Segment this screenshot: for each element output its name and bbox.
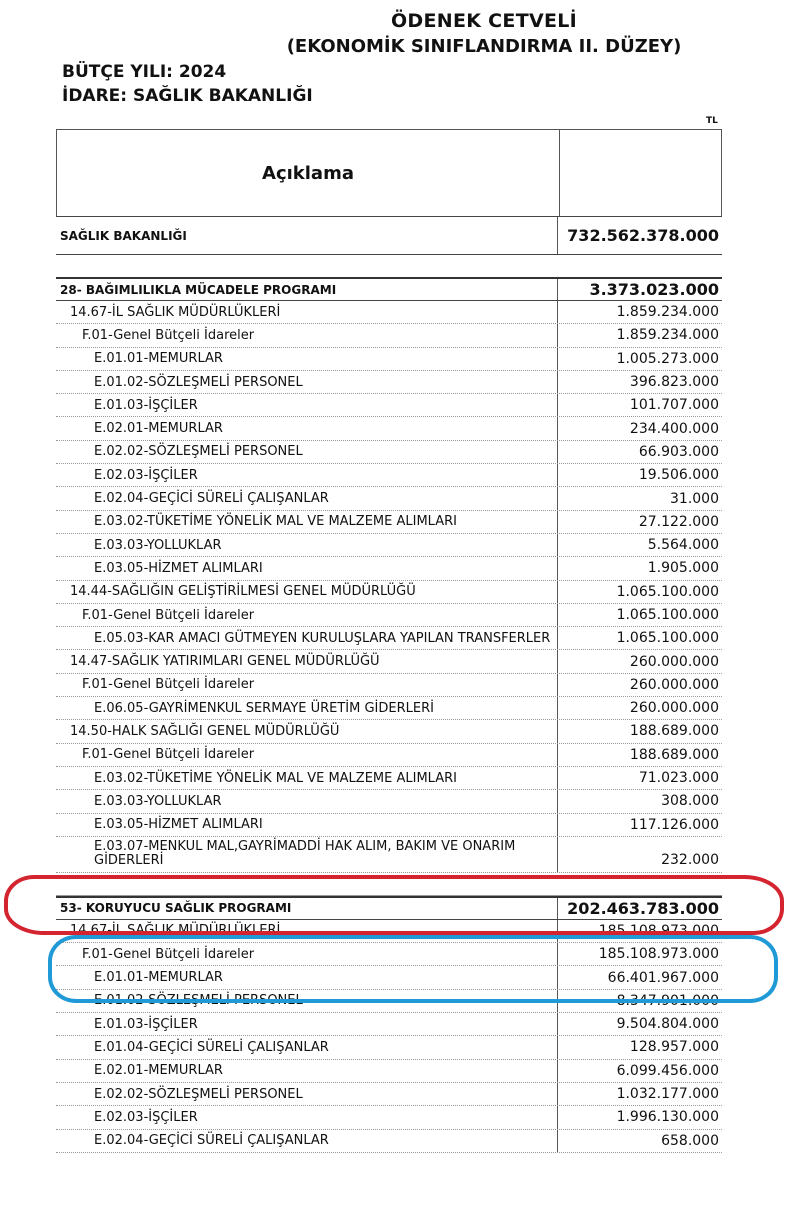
row-value: 71.023.000 <box>638 770 719 787</box>
row-label: 53- KORUYUCU SAĞLIK PROGRAMI <box>56 898 558 919</box>
row-value: 66.903.000 <box>638 443 719 460</box>
row-label: E.02.04-GEÇİCİ SÜRELİ ÇALIŞANLAR <box>56 1130 558 1152</box>
row-value: 8.347.901.000 <box>616 992 719 1009</box>
row-value: 1.859.234.000 <box>616 327 719 344</box>
table-row <box>56 534 722 557</box>
row-value: 260.000.000 <box>629 700 719 717</box>
table-row <box>56 1060 722 1083</box>
row-label: E.03.05-HİZMET ALIMLARI <box>56 557 558 579</box>
row-label: 14.47-SAĞLIK YATIRIMLARI GENEL MÜDÜRLÜĞÜ <box>56 650 558 672</box>
table-row <box>56 674 722 697</box>
table-row <box>56 720 722 743</box>
table-row <box>56 837 722 873</box>
row-value: 6.099.456.000 <box>616 1062 719 1079</box>
table-row <box>56 814 722 837</box>
table-row <box>56 697 722 720</box>
row-label: E.03.05-HİZMET ALIMLARI <box>56 814 558 836</box>
row-value: 188.689.000 <box>629 746 719 763</box>
row-label: F.01-Genel Bütçeli İdareler <box>56 674 558 696</box>
row-label: E.01.02-SÖZLEŞMELİ PERSONEL <box>56 990 558 1012</box>
row-value: 202.463.783.000 <box>567 898 719 918</box>
row-label: E.01.04-GEÇİCİ SÜRELİ ÇALIŞANLAR <box>56 1036 558 1058</box>
program-28-rows <box>56 301 722 873</box>
row-value: 117.126.000 <box>629 816 719 833</box>
table-row <box>56 790 722 813</box>
row-value: 5.564.000 <box>647 537 719 554</box>
row-label: E.02.01-MEMURLAR <box>56 1060 558 1082</box>
row-value: 232.000 <box>661 851 719 868</box>
row-value: 101.707.000 <box>629 397 719 414</box>
row-label: E.01.01-MEMURLAR <box>56 966 558 988</box>
column-header-description: Açıklama <box>57 130 560 216</box>
row-value: 188.689.000 <box>629 723 719 740</box>
row-label: E.02.01-MEMURLAR <box>56 417 558 439</box>
spacer <box>56 255 722 277</box>
administration: İDARE: SAĞLIK BAKANLIĞI <box>62 86 313 106</box>
row-value: 260.000.000 <box>629 676 719 693</box>
row-value: 128.957.000 <box>629 1039 719 1056</box>
currency-unit: TL <box>706 116 718 126</box>
table-row <box>56 1036 722 1059</box>
table-row <box>56 441 722 464</box>
row-label: F.01-Genel Bütçeli İdareler <box>56 604 558 626</box>
row-label: E.03.02-TÜKETİME YÖNELİK MAL VE MALZEME ALIMLARI <box>56 511 558 533</box>
row-value: 1.996.130.000 <box>616 1109 719 1126</box>
table-row <box>56 581 722 604</box>
table-row <box>56 604 722 627</box>
table-row <box>56 464 722 487</box>
table-row <box>56 744 722 767</box>
table-row <box>56 371 722 394</box>
table-row <box>56 650 722 673</box>
budget-year: BÜTÇE YILI: 2024 <box>62 62 227 82</box>
table-row <box>56 627 722 650</box>
row-value: 27.122.000 <box>638 513 719 530</box>
table-row <box>56 394 722 417</box>
row-value: 19.506.000 <box>638 467 719 484</box>
row-label: E.03.03-YOLLUKLAR <box>56 790 558 812</box>
row-label: E.02.02-SÖZLEŞMELİ PERSONEL <box>56 441 558 463</box>
row-label: SAĞLIK BAKANLIĞI <box>56 217 558 254</box>
table-row <box>56 487 722 510</box>
row-label: F.01-Genel Bütçeli İdareler <box>56 744 558 766</box>
row-value: 1.005.273.000 <box>616 350 719 367</box>
row-label: E.03.07-MENKUL MAL,GAYRİMADDİ HAK ALIM, BAKIM VE ONARIM GİDERLERİ <box>56 837 558 872</box>
document-subtitle: (EKONOMİK SINIFLANDIRMA II. DÜZEY) <box>286 36 682 57</box>
row-label: 14.44-SAĞLIĞIN GELİŞTİRİLMESİ GENEL MÜDÜRLÜĞÜ <box>56 581 558 603</box>
row-value: 1.905.000 <box>647 560 719 577</box>
row-label: E.01.01-MEMURLAR <box>56 348 558 370</box>
row-label: E.06.05-GAYRİMENKUL SERMAYE ÜRETİM GİDERLERİ <box>56 697 558 719</box>
row-label: 28- BAĞIMLILIKLA MÜCADELE PROGRAMI <box>56 279 558 300</box>
table-row <box>56 511 722 534</box>
row-value: 234.400.000 <box>629 420 719 437</box>
row-label: E.01.03-İŞÇİLER <box>56 1013 558 1035</box>
row-value: 3.373.023.000 <box>589 280 719 299</box>
row-label: E.03.03-YOLLUKLAR <box>56 534 558 556</box>
row-label: E.02.03-İŞÇİLER <box>56 464 558 486</box>
row-label: E.02.02-SÖZLEŞMELİ PERSONEL <box>56 1083 558 1105</box>
row-value: 1.032.177.000 <box>616 1086 719 1103</box>
row-label: E.03.02-TÜKETİME YÖNELİK MAL VE MALZEME ALIMLARI <box>56 767 558 789</box>
row-value: 260.000.000 <box>629 653 719 670</box>
row-label: E.05.03-KAR AMACI GÜTMEYEN KURULUŞLARA YAPILAN TRANSFERLER <box>56 627 558 649</box>
row-value: 66.401.967.000 <box>607 969 719 986</box>
table-row <box>56 1083 722 1106</box>
table-row <box>56 417 722 440</box>
row-value: 185.108.973.000 <box>598 946 719 963</box>
row-value: 308.000 <box>661 793 719 810</box>
row-label: 14.50-HALK SAĞLIĞI GENEL MÜDÜRLÜĞÜ <box>56 720 558 742</box>
row-value: 9.504.804.000 <box>616 1016 719 1033</box>
row-value: 396.823.000 <box>629 374 719 391</box>
row-value: 658.000 <box>661 1132 719 1149</box>
row-value: 1.859.234.000 <box>616 304 719 321</box>
row-label: E.02.04-GEÇİCİ SÜRELİ ÇALIŞANLAR <box>56 487 558 509</box>
ministry-total-row <box>56 217 722 255</box>
row-value: 1.065.100.000 <box>616 583 719 600</box>
row-label: 14.67-İL SAĞLIK MÜDÜRLÜKLERİ <box>56 920 558 942</box>
row-value: 185.108.973.000 <box>598 922 719 939</box>
row-label: E.01.03-İŞÇİLER <box>56 394 558 416</box>
red-highlight-annotation <box>4 875 784 935</box>
column-header-amount <box>560 130 721 216</box>
table-row <box>56 348 722 371</box>
table-row <box>56 1106 722 1129</box>
table-row <box>56 324 722 347</box>
table-row <box>56 301 722 324</box>
program-row-28 <box>56 277 722 301</box>
row-label: E.01.02-SÖZLEŞMELİ PERSONEL <box>56 371 558 393</box>
table-row <box>56 1130 722 1153</box>
row-value: 1.065.100.000 <box>616 607 719 623</box>
blue-highlight-annotation <box>48 935 778 1003</box>
document-title: ÖDENEK CETVELİ <box>390 10 578 32</box>
row-value: 1.065.100.000 <box>616 630 719 647</box>
row-value: 732.562.378.000 <box>567 226 719 245</box>
row-label: F.01-Genel Bütçeli İdareler <box>56 943 558 965</box>
table-row <box>56 1013 722 1036</box>
table-row <box>56 767 722 790</box>
row-value: 31.000 <box>670 490 719 507</box>
table-header <box>56 129 722 217</box>
row-label: F.01-Genel Bütçeli İdareler <box>56 324 558 346</box>
row-label: E.02.03-İŞÇİLER <box>56 1106 558 1128</box>
table-row <box>56 557 722 580</box>
row-label: 14.67-İL SAĞLIK MÜDÜRLÜKLERİ <box>56 301 558 323</box>
